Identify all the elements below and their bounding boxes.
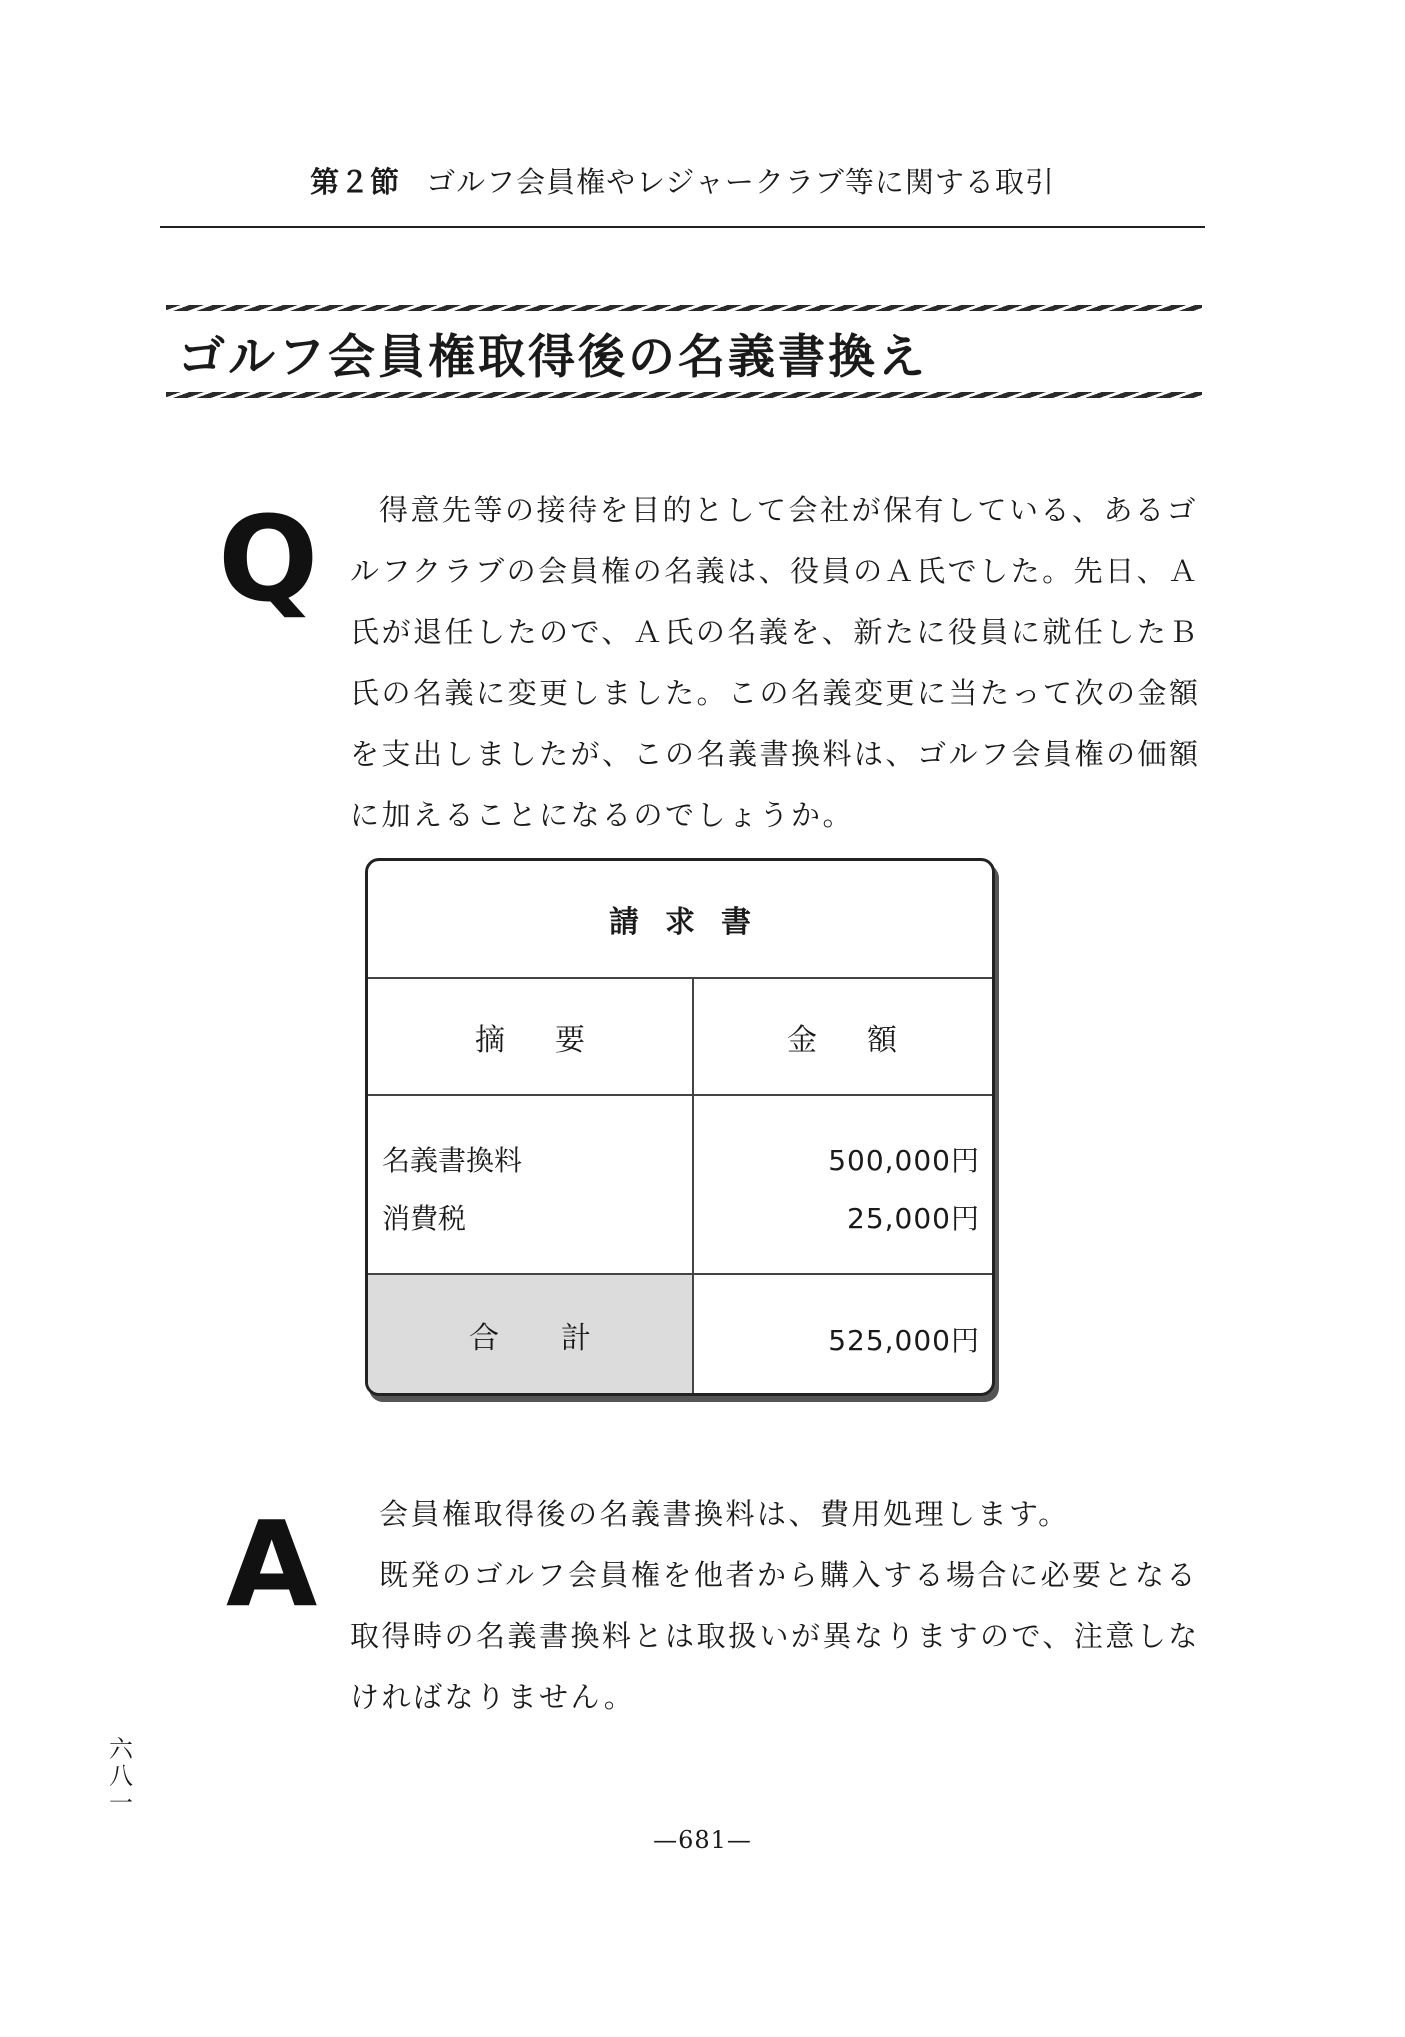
invoice-title: 請求書 [368, 861, 992, 979]
invoice-item-row [368, 1187, 992, 1245]
item-amount: 25,000円 [847, 1202, 980, 1235]
side-page-digit: 八 [109, 1762, 133, 1790]
page-title: ゴルフ会員権取得後の名義書換え [178, 330, 928, 385]
question-marker: Q [218, 490, 319, 628]
section-number: 第２節 [310, 165, 401, 199]
page-number: —681— [653, 1826, 752, 1854]
side-page-number [106, 1736, 136, 1817]
column-description-header: 摘要 [475, 1022, 635, 1058]
side-page-digit: 一 [109, 1789, 133, 1817]
title-dash-rule-bottom [166, 392, 1202, 398]
answer-paragraph: 会員権取得後の名義書換料は、費用処理します。 [379, 1497, 1070, 1531]
item-name: 名義書換料 [382, 1144, 523, 1177]
title-dash-rule-top [166, 305, 1202, 311]
running-header [160, 160, 1205, 201]
header-rule [160, 226, 1205, 228]
column-divider [692, 979, 694, 1393]
question-text: 得意先等の接待を目的として会社が保有している、あるゴルフクラブの会員権の名義は、役員のＡ氏でした。先日、Ａ氏が退任したので、Ａ氏の名義を、新たに役員に就任したＢ氏の名義に変更しました。この名義変更に当たって次の金額を支出しましたが、この名義書換料は、ゴルフ会員権の価額に加えることになるのでしょうか。 [350, 493, 1201, 832]
answer-paragraph: 既発のゴルフ会員権を他者から購入する場合に必要となる取得時の名義書換料とは取扱いが異なりますので、注意しなければなりません。 [350, 1558, 1200, 1714]
invoice-header-row [368, 979, 992, 1096]
total-label: 合計 [368, 1275, 692, 1395]
column-amount-header: 金額 [787, 1022, 947, 1058]
invoice-item-row [368, 1129, 992, 1187]
invoice-table [365, 858, 995, 1396]
answer-text [350, 1484, 1220, 1728]
answer-marker: A [226, 1495, 318, 1633]
section-title: ゴルフ会員権やレジャークラブ等に関する取引 [426, 165, 1055, 199]
total-amount: 525,000円 [828, 1324, 980, 1357]
invoice-total-row [368, 1273, 992, 1395]
side-page-digit: 六 [109, 1735, 133, 1763]
item-amount: 500,000円 [828, 1144, 980, 1177]
item-name: 消費税 [382, 1202, 467, 1235]
